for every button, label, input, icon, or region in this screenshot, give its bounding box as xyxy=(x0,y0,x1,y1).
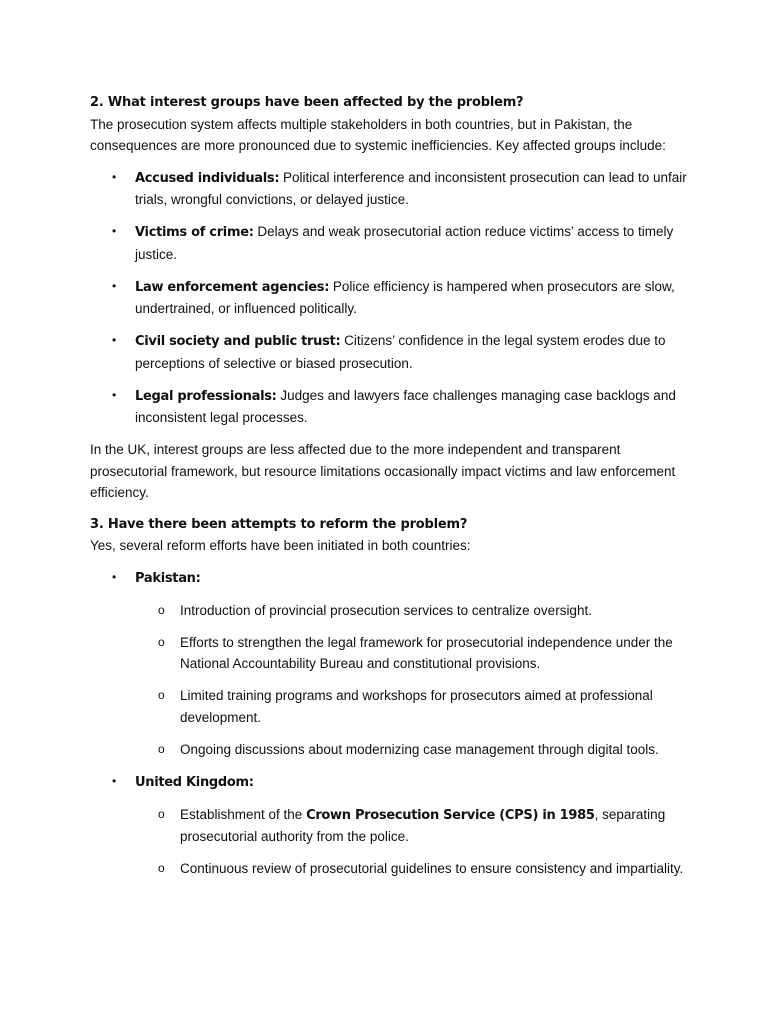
uk-reforms-list xyxy=(135,804,690,880)
affected-groups-list xyxy=(90,167,690,429)
bullet-icon: • xyxy=(112,169,117,184)
section-2-closing: In the UK, interest groups are less affected due to the more independent and transparent prosecutorial framework, but resource limitations occasionally impact victims and law enforcement efficiency. xyxy=(90,442,676,500)
list-item xyxy=(90,385,690,429)
bullet-icon: • xyxy=(112,387,117,402)
bullet-icon: • xyxy=(112,278,117,293)
section-2-heading: 2. What interest groups have been affected by the problem? xyxy=(90,95,524,110)
list-item-united-kingdom xyxy=(90,771,690,880)
circle-bullet-icon: o xyxy=(158,602,165,617)
circle-bullet-icon: o xyxy=(158,688,165,702)
sub-list-item xyxy=(90,632,690,675)
list-item-pakistan xyxy=(90,567,690,761)
circle-bullet-icon: o xyxy=(158,861,165,875)
reform-text-prefix: Establishment of the xyxy=(180,806,307,822)
sub-list-item xyxy=(90,858,690,880)
section-2-intro: The prosecution system affects multiple stakeholders in both countries, but in Pakistan, the consequences are more pronounced due to systemic inefficiencies. Key affected groups include: xyxy=(90,116,666,153)
list-item xyxy=(90,330,690,374)
group-term: Civil society and public trust: xyxy=(135,334,341,349)
bullet-icon: • xyxy=(112,569,117,584)
sub-list-item xyxy=(90,685,690,728)
group-text: Delays and weak prosecutorial action reduce victims’ access to timely justice. xyxy=(135,224,674,262)
bullet-icon: • xyxy=(112,333,117,347)
circle-bullet-icon: o xyxy=(158,806,165,821)
reform-text: Efforts to strengthen the legal framework for prosecutorial independence under the National Accountability Bureau and constitutional provisions. xyxy=(180,634,673,671)
bullet-icon: • xyxy=(112,773,117,788)
bullet-icon: • xyxy=(112,224,117,238)
country-label: Pakistan: xyxy=(135,570,201,586)
group-text: Police efficiency is hampered when prosecutors are slow, undertrained, or influenced politically. xyxy=(135,278,675,316)
section-3-heading: 3. Have there been attempts to reform the problem? xyxy=(90,516,468,532)
sub-list-item xyxy=(90,600,690,622)
group-term: Victims of crime: xyxy=(135,225,254,240)
reform-list xyxy=(90,567,690,880)
document-content xyxy=(90,92,690,890)
group-text: Political interference and inconsistent prosecution can lead to unfair trials, wrongful convictions, or delayed justice. xyxy=(135,169,687,207)
sub-list-item xyxy=(90,739,690,761)
group-text: Judges and lawyers face challenges managing case backlogs and inconsistent legal processes. xyxy=(135,387,676,425)
circle-bullet-icon: o xyxy=(158,741,165,756)
reform-text: Ongoing discussions about modernizing case management through digital tools. xyxy=(180,741,659,757)
list-item xyxy=(90,276,690,320)
reform-text: Limited training programs and workshops for prosecutors aimed at professional development. xyxy=(180,688,653,725)
list-item xyxy=(90,221,690,265)
group-term: Legal professionals: xyxy=(135,388,277,404)
group-text: Citizens’ confidence in the legal system erodes due to perceptions of selective or biased prosecution. xyxy=(135,333,666,371)
reform-text-emphasis: Crown Prosecution Service (CPS) in 1985 xyxy=(306,807,595,823)
country-label: United Kingdom: xyxy=(135,774,254,790)
circle-bullet-icon: o xyxy=(158,634,165,649)
list-item xyxy=(90,167,690,211)
pakistan-reforms-list xyxy=(135,600,690,761)
section-3-intro: Yes, several reform efforts have been initiated in both countries: xyxy=(90,538,471,553)
group-term: Law enforcement agencies: xyxy=(135,279,330,295)
reform-text: Introduction of provincial prosecution services to centralize oversight. xyxy=(180,602,592,618)
sub-list-item xyxy=(90,804,690,848)
reform-text: Continuous review of prosecutorial guidelines to ensure consistency and impartiality. xyxy=(180,861,684,876)
group-term: Accused individuals: xyxy=(135,170,280,186)
reform-text-suffix: , separating prosecutorial authority from the police. xyxy=(180,806,666,844)
